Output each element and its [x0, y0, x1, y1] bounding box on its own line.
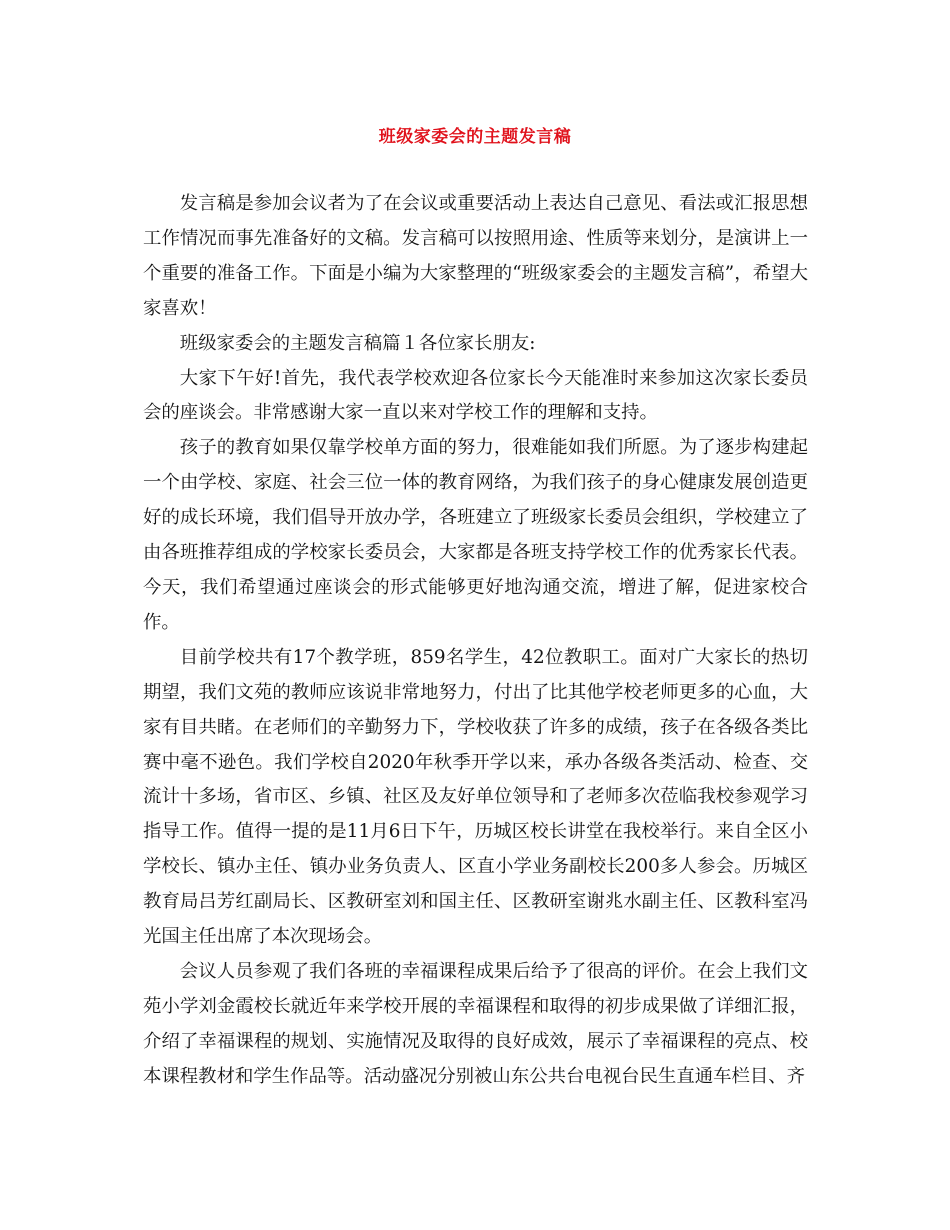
document-body [143, 187, 808, 1095]
paragraph-education-network: 孩子的教育如果仅靠学校单方面的努力，很难能如我们所愿。为了逐步构建起一个由学校、家庭、社会三位一体的教育网络，为我们孩子的身心健康发展创造更好的成长环境，我们倡导开放办学，各班建立了班级家长委员会组织，学校建立了由各班推荐组成的学校家长委员会，大家都是各班支持学校工作的优秀家长代表。今天，我们希望通过座谈会的形式能够更好地沟通交流，增进了解，促进家校合作。 [143, 437, 808, 633]
document-title: 班级家委会的主题发言稿 [378, 127, 572, 147]
paragraph-intro: 发言稿是参加会议者为了在会议或重要活动上表达自己意见、看法或汇报思想工作情况而事先准备好的文稿。发言稿可以按照用途、性质等来划分，是演讲上一个重要的准备工作。下面是小编为大家整理的“班级家委会的主题发言稿”，希望大家喜欢！ [143, 193, 808, 319]
paragraph-greeting: 大家下午好!首先，我代表学校欢迎各位家长今天能准时来参加这次家长委员会的座谈会。非常感谢大家一直以来对学校工作的理解和支持。 [143, 367, 808, 424]
paragraph-section-heading: 班级家委会的主题发言稿篇１各位家长朋友: [179, 332, 536, 354]
paragraph-meeting-review: 会议人员参观了我们各班的幸福课程成果后给予了很高的评价。在会上我们文苑小学刘金霞校长就近年来学校开展的幸福课程和取得的初步成果做了详细汇报，介绍了幸福课程的规划、实施情况及取得的良好成效，展示了幸福课程的亮点、校本课程教材和学生作品等。活动盛况分别被山东公共台电视台民生直通车栏目、齐 [143, 960, 808, 1087]
paragraph-school-status: 目前学校共有17个教学班，859名学生，42位教职工。面对广大家长的热切期望，我们文苑的教师应该说非常地努力，付出了比其他学校老师更多的心血，大家有目共睹。在老师们的辛勤努力下，学校收获了许多的成绩，孩子在各级各类比赛中毫不逊色。我们学校自2020年秋季开学以来，承办各级各类活动、检查、交流计十多场，省市区、乡镇、社区及友好单位领导和了老师多次莅临我校参观学习指导工作。值得一提的是11月6日下午，历城区校长讲堂在我校举行。来自全区小学校长、镇办主任、镇办业务负责人、区直小学业务副校长200多人参会。历城区教育局吕芳红副局长、区教研室刘和国主任、区教研室谢兆水副主任、区教科室冯光国主任出席了本次现场会。 [143, 646, 808, 948]
